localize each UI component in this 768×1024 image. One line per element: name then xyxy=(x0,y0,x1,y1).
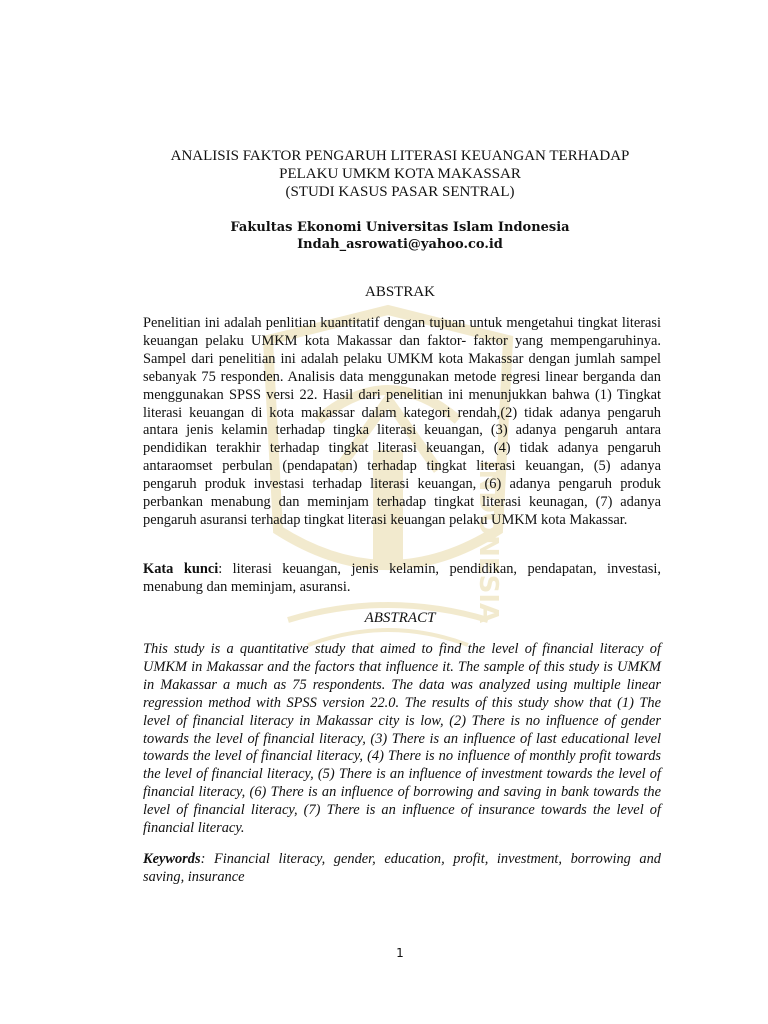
abstrak-heading: ABSTRAK xyxy=(364,284,435,300)
affiliation: Fakultas Ekonomi Universitas Islam Indonesia xyxy=(230,220,570,235)
author-block xyxy=(0,219,768,253)
abstract-keywords xyxy=(143,851,661,887)
keywords-text-en: : Financial literacy, gender, education, profit, investment, borrowing and saving, insurance xyxy=(143,851,661,885)
abstract-heading: ABSTRACT xyxy=(364,610,436,626)
title-line-2: PELAKU UMKM KOTA MAKASSAR xyxy=(279,166,521,182)
page-number: 1 xyxy=(396,946,404,960)
watermark-text: INDONESIA xyxy=(473,460,503,624)
keywords-text: : literasi keuangan, jenis kelamin, pendidikan, pendapatan, investasi, menabung dan meminjam, asuransi. xyxy=(143,561,661,595)
title-line-3: (STUDI KASUS PASAR SENTRAL) xyxy=(285,184,515,200)
author-email: Indah_asrowati@yahoo.co.id xyxy=(297,237,503,252)
abstrak-body: Penelitian ini adalah penlitian kuantitatif dengan tujuan untuk mengetahui tingkat literasi keuangan pelaku UMKM kota Makassar dan faktor- faktor yang mempengaruhinya. Sampel dari penelitian ini adalah pelaku UMKM kota Makassar dengan jumlah sampel sebanyak 75 responden. Analisis data menggunakan metode regresi linear berganda dan menggunakan SPSS versi 22. Hasil dari penelitian ini menunjukkan bahwa (1) Tingkat literasi keuangan di kota makassar dalam kategori rendah,(2) tidak adanya pengaruh antara jenis kelamin terhadap tingka literasi keuangan, (3) adanya pengaruh antara pendidikan terakhir terhadap tingkat literasi keuangan, (4) tidak adanya pengaruh antaraomset perbulan (pendapatan) terhadap tingkat literasi keuangan, (5) adanya pengaruh produk investasi terhadap literasi keuangan, (6) adanya pengaruh produk perbankan menabung dan meminjam terhadap tingkat literasi keunagan, (7) adanya pengaruh asuransi terhadap tingkat literasi keuangan pelaku UMKM kota Makassar. xyxy=(143,315,661,528)
keywords-label: Kata kunci xyxy=(143,561,219,577)
abstrak-keywords xyxy=(143,561,661,597)
title-line-1: ANALISIS FAKTOR PENGARUH LITERASI KEUANGAN TERHADAP xyxy=(170,148,630,164)
keywords-label-en: Keywords xyxy=(143,851,201,867)
paper-title xyxy=(0,147,768,201)
abstract-body: This study is a quantitative study that aimed to find the level of financial literacy of UMKM in Makassar and the factors that influence it. The sample of this study is UMKM in Makassar a much as 75 respondents. The data was analyzed using multiple linear regression method with SPSS version 22.0. The results of this study show that (1) The level of financial literacy in Makassar city is low, (2) There is no influence of gender towards the level of financial literacy, (3) There is an influence of last educational level towards the level of financial literacy, (4) There is no influence of monthly profit towards the level of financial literacy, (5) There is an influence of investment towards the level of financial literacy, (6) There is an influence of borrowing and saving in bank towards the level of financial literacy, (7) There is an influence of insurance towards the level of financial literacy. xyxy=(143,641,661,837)
